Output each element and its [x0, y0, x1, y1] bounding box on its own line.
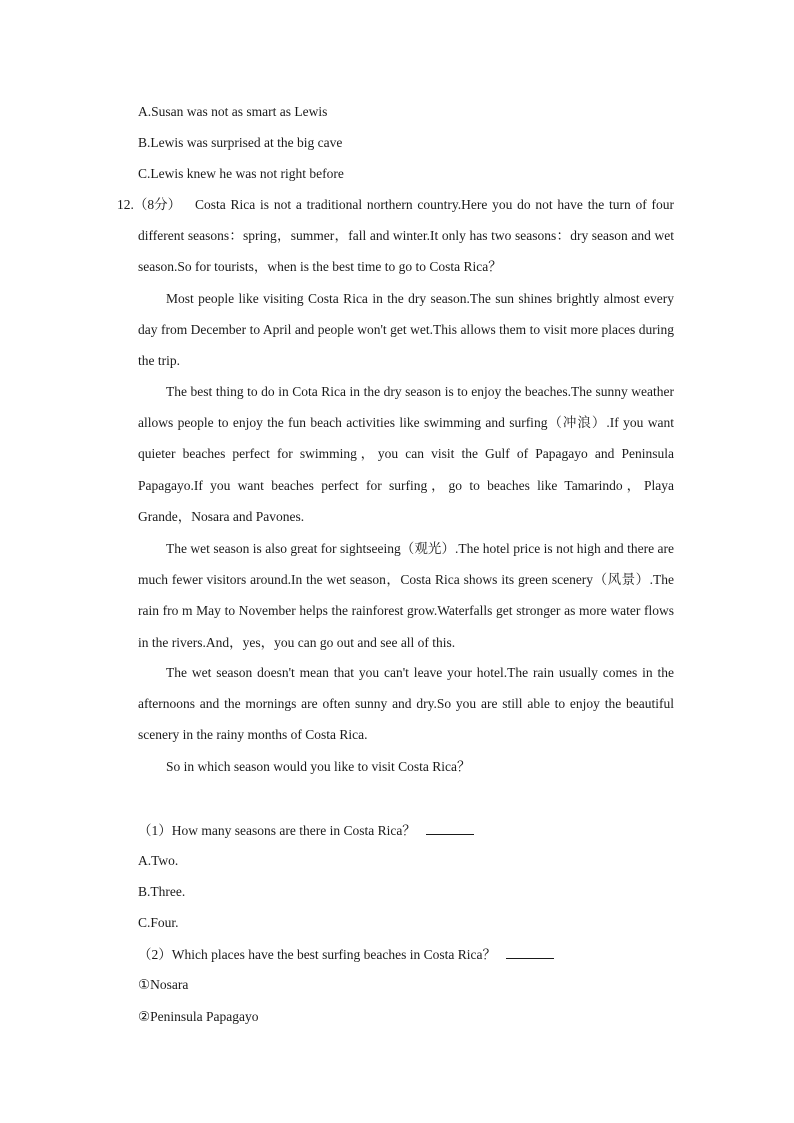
sub-question-2-label: （2）Which places have the best surfing beaches in Costa Rica？: [138, 947, 497, 962]
answer-blank-1[interactable]: [426, 822, 474, 835]
sub-question-2-option-1: ①Nosara: [138, 977, 189, 992]
sub-question-2-option-2: ②Peninsula Papagayo: [138, 1009, 259, 1024]
passage-intro-text: Costa Rica is not a traditional northern country.Here you do not have the turn of four different seasons：spring，summer，fall and winter.It only has two seasons：dry season and wet season.So for tourists，when is the best time to go to Costa Rica？: [138, 197, 674, 275]
answer-blank-2[interactable]: [506, 946, 554, 959]
passage-intro: [138, 189, 674, 283]
sub-question-2: [138, 946, 554, 963]
option-b: B.Lewis was surprised at the big cave: [138, 135, 343, 150]
option-c: C.Lewis knew he was not right before: [138, 166, 344, 181]
option-a: A.Susan was not as smart as Lewis: [138, 104, 328, 119]
sub-question-1: [138, 822, 474, 839]
passage-paragraph-5: So in which season would you like to visit Costa Rica？: [166, 759, 471, 774]
sub-question-1-label: （1）How many seasons are there in Costa Rica？: [138, 823, 416, 838]
sub-question-1-option-b: B.Three.: [138, 884, 186, 899]
passage-paragraph-3: The wet season is also great for sightseeing（观光）.The hotel price is not high and there are much fewer visitors around.In the wet season，Costa Rica shows its green scenery（风景）.The rain fro m May to November helps the rainforest grow.Waterfalls get stronger as more water flows in the rivers.And，yes，you can go out and see all of this.: [138, 541, 674, 650]
passage-paragraph-1: Most people like visiting Costa Rica in the dry season.The sun shines brightly almost every day from December to April and people won't get wet.This allows them to visit more places during the trip.: [138, 291, 674, 369]
question-points: （8分）: [133, 197, 182, 212]
sub-question-1-option-a: A.Two.: [138, 853, 179, 868]
sub-question-1-option-c: C.Four.: [138, 915, 179, 930]
passage-paragraph-2: The best thing to do in Cota Rica in the dry season is to enjoy the beaches.The sunny weather allows people to enjoy the fun beach activities like swimming and surfing（冲浪）.If you want quieter beaches perfect for swimming，you can visit the Gulf of Papagayo and Peninsula Papagayo.If you want beaches perfect for surfing，go to beaches like Tamarindo，Playa Grande，Nosara and Pavones.: [138, 384, 674, 524]
passage-paragraph-4: The wet season doesn't mean that you can't leave your hotel.The rain usually comes in the afternoons and the mornings are often sunny and dry.So you are still able to enjoy the beautiful scenery in the rainy months of Costa Rica.: [138, 665, 674, 743]
question-number-text: 12.: [117, 197, 134, 212]
